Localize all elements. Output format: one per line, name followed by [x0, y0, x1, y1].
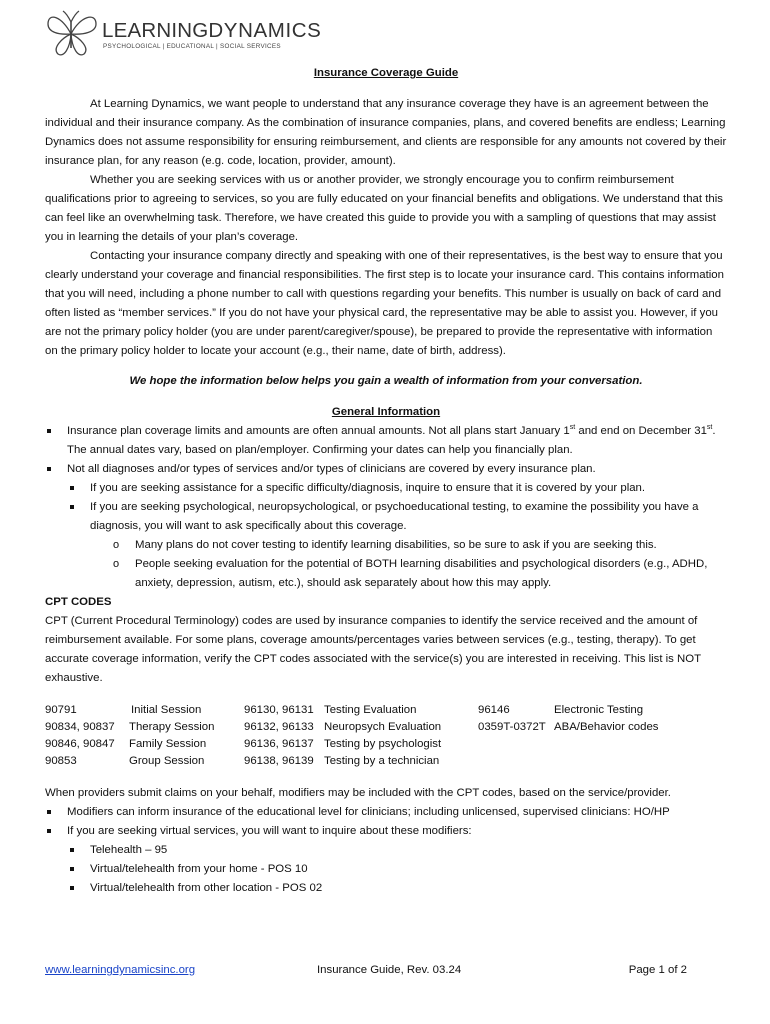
cpt-description: Initial Session — [131, 704, 202, 716]
intro-paragraph-3: Contacting your insurance company directly and speaking with one of their representatives, is the best way to ensure that you clearly understand your coverage and financial responsibilities. The first step is to locate your insurance card. This contains information that you will need, including a phone number to call with questions regarding your benefits. This number is usually on back of card and often listed as “member services.” If you do not have your physical card, the representative may be able to assist you. However, if you are not the primary policy holder (you are under parent/caregiver/spouse), be prepared to provide the representative with information on the primary policy holder to locate your account (e.g., their name, date of birth, address). — [45, 250, 724, 357]
square-bullet-icon — [47, 467, 51, 471]
intro-paragraph-2: Whether you are seeking services with us or another provider, we strongly encourage you to confirm reimbursement qualifications prior to agreeing to services, so you are fully educated on your financial benefits and obligations. We understand that this can feel like an overwhelming task. Therefore, we have created this guide to provide you with a sampling of questions that may assist you in learning the details of your plan’s coverage. — [45, 174, 723, 243]
cpt-code: 90846, 90847 — [45, 738, 115, 750]
square-bullet-icon — [70, 867, 74, 871]
list-item: Not all diagnoses and/or types of services and/or types of clinicians are covered by every insurance plan. — [45, 460, 727, 479]
modifiers-list — [45, 803, 727, 841]
cpt-description: Family Session — [129, 738, 207, 750]
cpt-code: 0359T-0372T — [478, 721, 546, 733]
logo — [44, 8, 322, 60]
butterfly-logo-icon — [44, 8, 100, 60]
cpt-description: Testing by a technician — [324, 755, 440, 767]
cpt-code-table — [45, 702, 727, 774]
cpt-description: Therapy Session — [129, 721, 215, 733]
general-information-heading: General Information — [331, 406, 441, 418]
square-bullet-icon — [70, 886, 74, 890]
list-item: o People seeking evaluation for the potential of BOTH learning disabilities and psychological disorders (e.g., ADHD, anxiety, depression, autism, etc.), should ask separately about how this may apply. — [45, 555, 727, 593]
cpt-description: Neuropsych Evaluation — [324, 721, 442, 733]
logo-tagline: PSYCHOLOGICAL | EDUCATIONAL | SOCIAL SERVICES — [103, 43, 281, 50]
emphasis-line: We hope the information below helps you gain a wealth of information from your conversation. — [129, 375, 643, 387]
cpt-code: 96146 — [478, 704, 510, 716]
list-item: Telehealth – 95 — [45, 841, 727, 860]
cpt-code: 96136, 96137 — [244, 738, 314, 750]
cpt-description: Testing Evaluation — [324, 704, 417, 716]
cpt-code: 90853 — [45, 755, 77, 767]
square-bullet-icon — [47, 429, 51, 433]
general-list — [45, 422, 727, 479]
document-revision: Insurance Guide, Rev. 03.24 — [317, 964, 462, 976]
cpt-description: ABA/Behavior codes — [554, 721, 659, 733]
cpt-code: 96138, 96139 — [244, 755, 314, 767]
circle-bullet-icon: o — [113, 558, 120, 570]
virtual-modifiers-sublist — [45, 841, 727, 898]
logo-wordmark: LEARNINGDYNAMICS — [102, 19, 322, 42]
page-footer — [45, 961, 727, 981]
diagnosis-sublist — [45, 479, 727, 536]
cpt-paragraph: CPT (Current Procedural Terminology) codes are used by insurance companies to identify the service received and the amount of reimbursement available. For some plans, coverage amounts/percentages varies between services (e.g., testing, therapy). To get accurate coverage information, verify the CPT codes associated with the service(s) you are interested in receiving. This list is NOT exhaustive. — [45, 615, 701, 684]
list-item: If you are seeking assistance for a specific difficulty/diagnosis, inquire to ensure that it is covered by your plan. — [45, 479, 727, 498]
list-item: Virtual/telehealth from other location - POS 02 — [45, 879, 727, 898]
website-link[interactable]: www.learningdynamicsinc.org — [45, 964, 196, 976]
page-number: Page 1 of 2 — [628, 964, 687, 976]
list-item: If you are seeking virtual services, you will want to inquire about these modifiers: — [45, 822, 727, 841]
cpt-code: 90791 — [45, 704, 77, 716]
square-bullet-icon — [47, 829, 51, 833]
cpt-code: 96130, 96131 — [244, 704, 314, 716]
square-bullet-icon — [70, 848, 74, 852]
testing-sublist — [45, 536, 727, 593]
intro-paragraph-1: At Learning Dynamics, we want people to understand that any insurance coverage they have is an agreement between the individual and their insurance company. As the combination of insurance companies, plans, and covered benefits are endless; Learning Dynamics does not assume responsibility for ensuring reimbursement, and clients are responsible for any amounts not covered by their insurance plan, for any reason (e.g. code, location, provider, amount). — [45, 98, 727, 167]
page-title: Insurance Coverage Guide — [313, 67, 459, 79]
cpt-description: Group Session — [129, 755, 205, 767]
square-bullet-icon — [70, 486, 74, 490]
list-item: Insurance plan coverage limits and amounts are often annual amounts. Not all plans start January 1st and end on December 31st. The annual dates vary, based on plan/employer. Confirming your dates can help you financially plan. — [45, 422, 727, 460]
list-item: o Many plans do not cover testing to identify learning disabilities, so be sure to ask if you are seeking this. — [45, 536, 727, 555]
modifiers-intro: When providers submit claims on your behalf, modifiers may be included with the CPT codes, based on the service/provider. — [45, 787, 671, 799]
cpt-codes-heading: CPT CODES — [45, 596, 112, 608]
cpt-code: 90834, 90837 — [45, 721, 115, 733]
cpt-code: 96132, 96133 — [244, 721, 314, 733]
list-item: Virtual/telehealth from your home - POS 10 — [45, 860, 727, 879]
list-item: Modifiers can inform insurance of the educational level for clinicians; including unlicensed, supervised clinicians: HO/HP — [45, 803, 727, 822]
cpt-description: Testing by psychologist — [324, 738, 442, 750]
cpt-description: Electronic Testing — [554, 704, 644, 716]
circle-bullet-icon: o — [113, 539, 120, 551]
square-bullet-icon — [47, 810, 51, 814]
square-bullet-icon — [70, 505, 74, 509]
document-body — [45, 64, 727, 898]
list-item: If you are seeking psychological, neuropsychological, or psychoeducational testing, to examine the possibility you have a diagnosis, you will want to ask specifically about this coverage. — [45, 498, 727, 536]
